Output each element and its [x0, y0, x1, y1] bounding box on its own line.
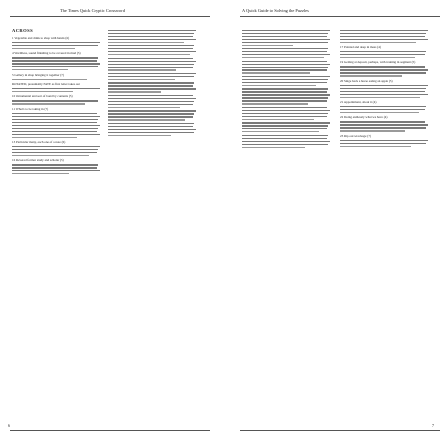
text-line: [108, 95, 193, 96]
clue-list: [340, 30, 432, 147]
text-line: [340, 85, 428, 86]
text-line: [108, 85, 193, 86]
text-line: [108, 123, 194, 124]
text-line: [340, 97, 420, 98]
text-line: [242, 103, 308, 104]
text-line: [12, 116, 100, 117]
text-line: [242, 128, 327, 129]
text-line: [12, 113, 97, 114]
text-line: [242, 97, 328, 98]
clue-block: [340, 79, 432, 98]
clue-text: ROTATED, presumably FATE as first letter takes out: [12, 82, 80, 87]
clue-block: [12, 107, 104, 138]
text-line: [12, 149, 98, 150]
text-line: [340, 39, 428, 40]
text-line: [340, 57, 415, 58]
text-line: [242, 42, 328, 43]
text-line: [12, 57, 98, 58]
clue-block: [108, 58, 200, 71]
text-line: [108, 82, 194, 83]
text-line: [340, 140, 428, 141]
text-line: [242, 30, 330, 31]
text-line: [12, 155, 89, 156]
clue-block: [242, 76, 334, 86]
clue-block: [340, 45, 432, 58]
text-line: [340, 94, 428, 95]
text-line: [242, 113, 328, 114]
text-line: [242, 57, 324, 58]
right-bottom-rule: [240, 430, 440, 431]
text-line: [340, 36, 425, 37]
clue-block: [12, 140, 104, 156]
clue-block: [108, 73, 200, 80]
text-line: [12, 164, 98, 165]
text-line: [108, 30, 196, 31]
clue-block: [242, 61, 334, 74]
text-line: [242, 36, 327, 37]
text-line: [12, 146, 100, 147]
right-page-header: A Quick Guide to Solving the Puzzles: [242, 8, 309, 13]
text-line: [12, 42, 100, 43]
text-line: [108, 129, 196, 130]
text-line: [340, 88, 426, 89]
left-bottom-rule: [10, 430, 210, 431]
text-line: [108, 135, 171, 136]
text-line: [242, 72, 310, 73]
clue-block: [12, 73, 104, 80]
clue-block: [340, 134, 432, 147]
text-line: [340, 121, 425, 122]
clue-text: 16 Revered former study and scholar (5): [12, 158, 64, 163]
text-line: [108, 76, 194, 77]
section-heading: ACROSS: [12, 28, 34, 33]
text-line: [242, 144, 328, 145]
clue-block: [108, 95, 200, 108]
text-line: [242, 88, 328, 89]
clue-list: [242, 30, 334, 148]
text-line: [108, 58, 193, 59]
text-line: [242, 61, 327, 62]
text-line: [108, 79, 175, 80]
text-line: [12, 173, 69, 174]
clue-text: 19 Getting at deposit, perhaps, with training in segment (5): [340, 60, 416, 65]
right-top-rule: [240, 16, 440, 17]
clue-text: 4 Worthless, sound finishing to be covered in mud (5): [12, 51, 81, 56]
text-line: [108, 51, 196, 52]
text-line: [12, 79, 87, 80]
text-line: [242, 64, 330, 65]
text-line: [108, 110, 196, 111]
clue-text: 13 Particular many, each one of a note (6): [12, 140, 66, 144]
text-line: [340, 91, 425, 92]
clue-block: [242, 48, 334, 58]
left-page-header: The Times Quick Cryptic Crossword: [60, 8, 125, 13]
clue-block: [108, 82, 200, 92]
text-line: [340, 54, 425, 55]
text-line: [340, 51, 426, 52]
text-line: [108, 69, 176, 70]
text-line: [340, 109, 425, 110]
clue-text: 20 Singe back a horse eating an apple (5): [340, 78, 393, 83]
clue-text: 21 Appointment, about it (4): [340, 100, 377, 105]
clue-block: [340, 30, 432, 43]
text-line: [12, 63, 100, 64]
text-line: [108, 42, 184, 43]
text-line: [242, 135, 328, 136]
text-line: [12, 88, 100, 89]
text-line: [340, 33, 426, 34]
text-line: [242, 48, 328, 49]
text-line: [108, 132, 194, 133]
text-line: [340, 30, 428, 31]
text-line: [12, 152, 97, 153]
text-line: [340, 66, 425, 67]
clue-text: 1 Vegetable and drink to shop with hands (6): [12, 36, 70, 40]
text-line: [12, 137, 77, 138]
text-line: [242, 122, 330, 123]
text-line: [108, 113, 194, 114]
text-line: [108, 73, 196, 74]
right-page: [224, 0, 448, 448]
text-line: [242, 91, 327, 92]
right-column-2: [340, 28, 432, 149]
text-line: [242, 45, 293, 46]
text-line: [108, 36, 193, 37]
text-line: [242, 39, 330, 40]
text-line: [340, 124, 428, 125]
text-line: [12, 45, 98, 46]
text-line: [340, 75, 402, 76]
right-page-number: 7: [432, 423, 434, 428]
text-line: [12, 134, 100, 135]
text-line: [242, 110, 330, 111]
clue-block: [242, 88, 334, 104]
clue-text: 22 Doing endlessly what we have (4): [340, 115, 388, 120]
clue-block: [108, 45, 200, 55]
text-line: [242, 79, 328, 80]
text-line: [242, 138, 327, 139]
left-column-2: [108, 28, 200, 138]
text-line: [12, 125, 100, 126]
text-line: [108, 39, 196, 40]
text-line: [242, 33, 328, 34]
text-line: [108, 33, 194, 34]
right-column-1: [242, 28, 334, 150]
clue-block: [12, 94, 104, 104]
text-line: [108, 64, 194, 65]
text-line: [340, 112, 419, 113]
text-line: [242, 85, 316, 86]
clue-block: [108, 30, 200, 43]
text-line: [242, 51, 327, 52]
text-line: [108, 101, 194, 102]
text-line: [108, 67, 193, 68]
text-line: [12, 167, 97, 168]
text-line: [12, 60, 97, 61]
text-line: [242, 67, 328, 68]
left-column-1: [12, 28, 104, 177]
text-line: [12, 119, 98, 120]
text-line: [242, 94, 330, 95]
text-line: [12, 100, 98, 101]
text-line: [340, 106, 426, 107]
text-line: [108, 48, 193, 49]
text-line: [12, 131, 97, 132]
text-line: [12, 91, 73, 92]
clue-block: [242, 30, 334, 46]
text-line: [108, 107, 180, 108]
left-top-rule: [10, 16, 210, 17]
text-line: [108, 45, 194, 46]
text-line: [12, 103, 85, 104]
text-line: [108, 88, 196, 89]
clue-list: [108, 30, 200, 136]
text-line: [108, 126, 193, 127]
text-line: [242, 76, 330, 77]
text-line: [242, 125, 328, 126]
text-line: [12, 66, 98, 67]
clue-block: [242, 107, 334, 120]
clue-block: [242, 135, 334, 148]
clue-block: [12, 36, 104, 49]
text-line: [242, 147, 305, 148]
text-line: [242, 82, 327, 83]
text-line: [12, 48, 75, 49]
text-line: [242, 116, 327, 117]
clue-block: [108, 123, 200, 136]
clue-block: [12, 158, 104, 174]
text-line: [242, 69, 327, 70]
text-line: [108, 116, 193, 117]
text-line: [340, 143, 426, 144]
text-line: [242, 141, 330, 142]
text-line: [242, 100, 327, 101]
clue-text: 23 Rip out wreckage (7): [340, 133, 371, 138]
text-line: [242, 119, 314, 120]
text-line: [12, 122, 97, 123]
clue-text: 17 Pointed and deep in mass (4): [340, 45, 381, 50]
text-line: [12, 170, 100, 171]
text-line: [108, 119, 185, 120]
clue-text: 10 Ornamental and sort of bond by contents (5): [12, 94, 73, 99]
text-line: [108, 54, 190, 55]
text-line: [340, 42, 416, 43]
clue-list: [12, 36, 104, 174]
text-line: [108, 98, 196, 99]
clue-block: [340, 60, 432, 76]
text-line: [340, 127, 426, 128]
clue-text: 5 Gallery in shop bringing it together (7): [12, 72, 64, 77]
text-line: [108, 91, 161, 92]
text-line: [12, 128, 98, 129]
text-line: [340, 72, 426, 73]
text-line: [340, 69, 428, 70]
left-page-number: 6: [8, 423, 10, 428]
text-line: [242, 107, 327, 108]
clue-text: 11 What's to be taking in (7): [12, 106, 49, 111]
clue-block: [12, 82, 104, 92]
clue-block: [340, 100, 432, 113]
clue-block: [242, 122, 334, 132]
text-line: [242, 54, 330, 55]
clue-block: [108, 110, 200, 120]
text-line: [340, 146, 411, 147]
clue-block: [12, 51, 104, 70]
clue-block: [340, 115, 432, 131]
text-line: [108, 104, 193, 105]
text-line: [340, 130, 405, 131]
text-line: [108, 61, 196, 62]
text-line: [12, 69, 68, 70]
text-line: [242, 131, 319, 132]
